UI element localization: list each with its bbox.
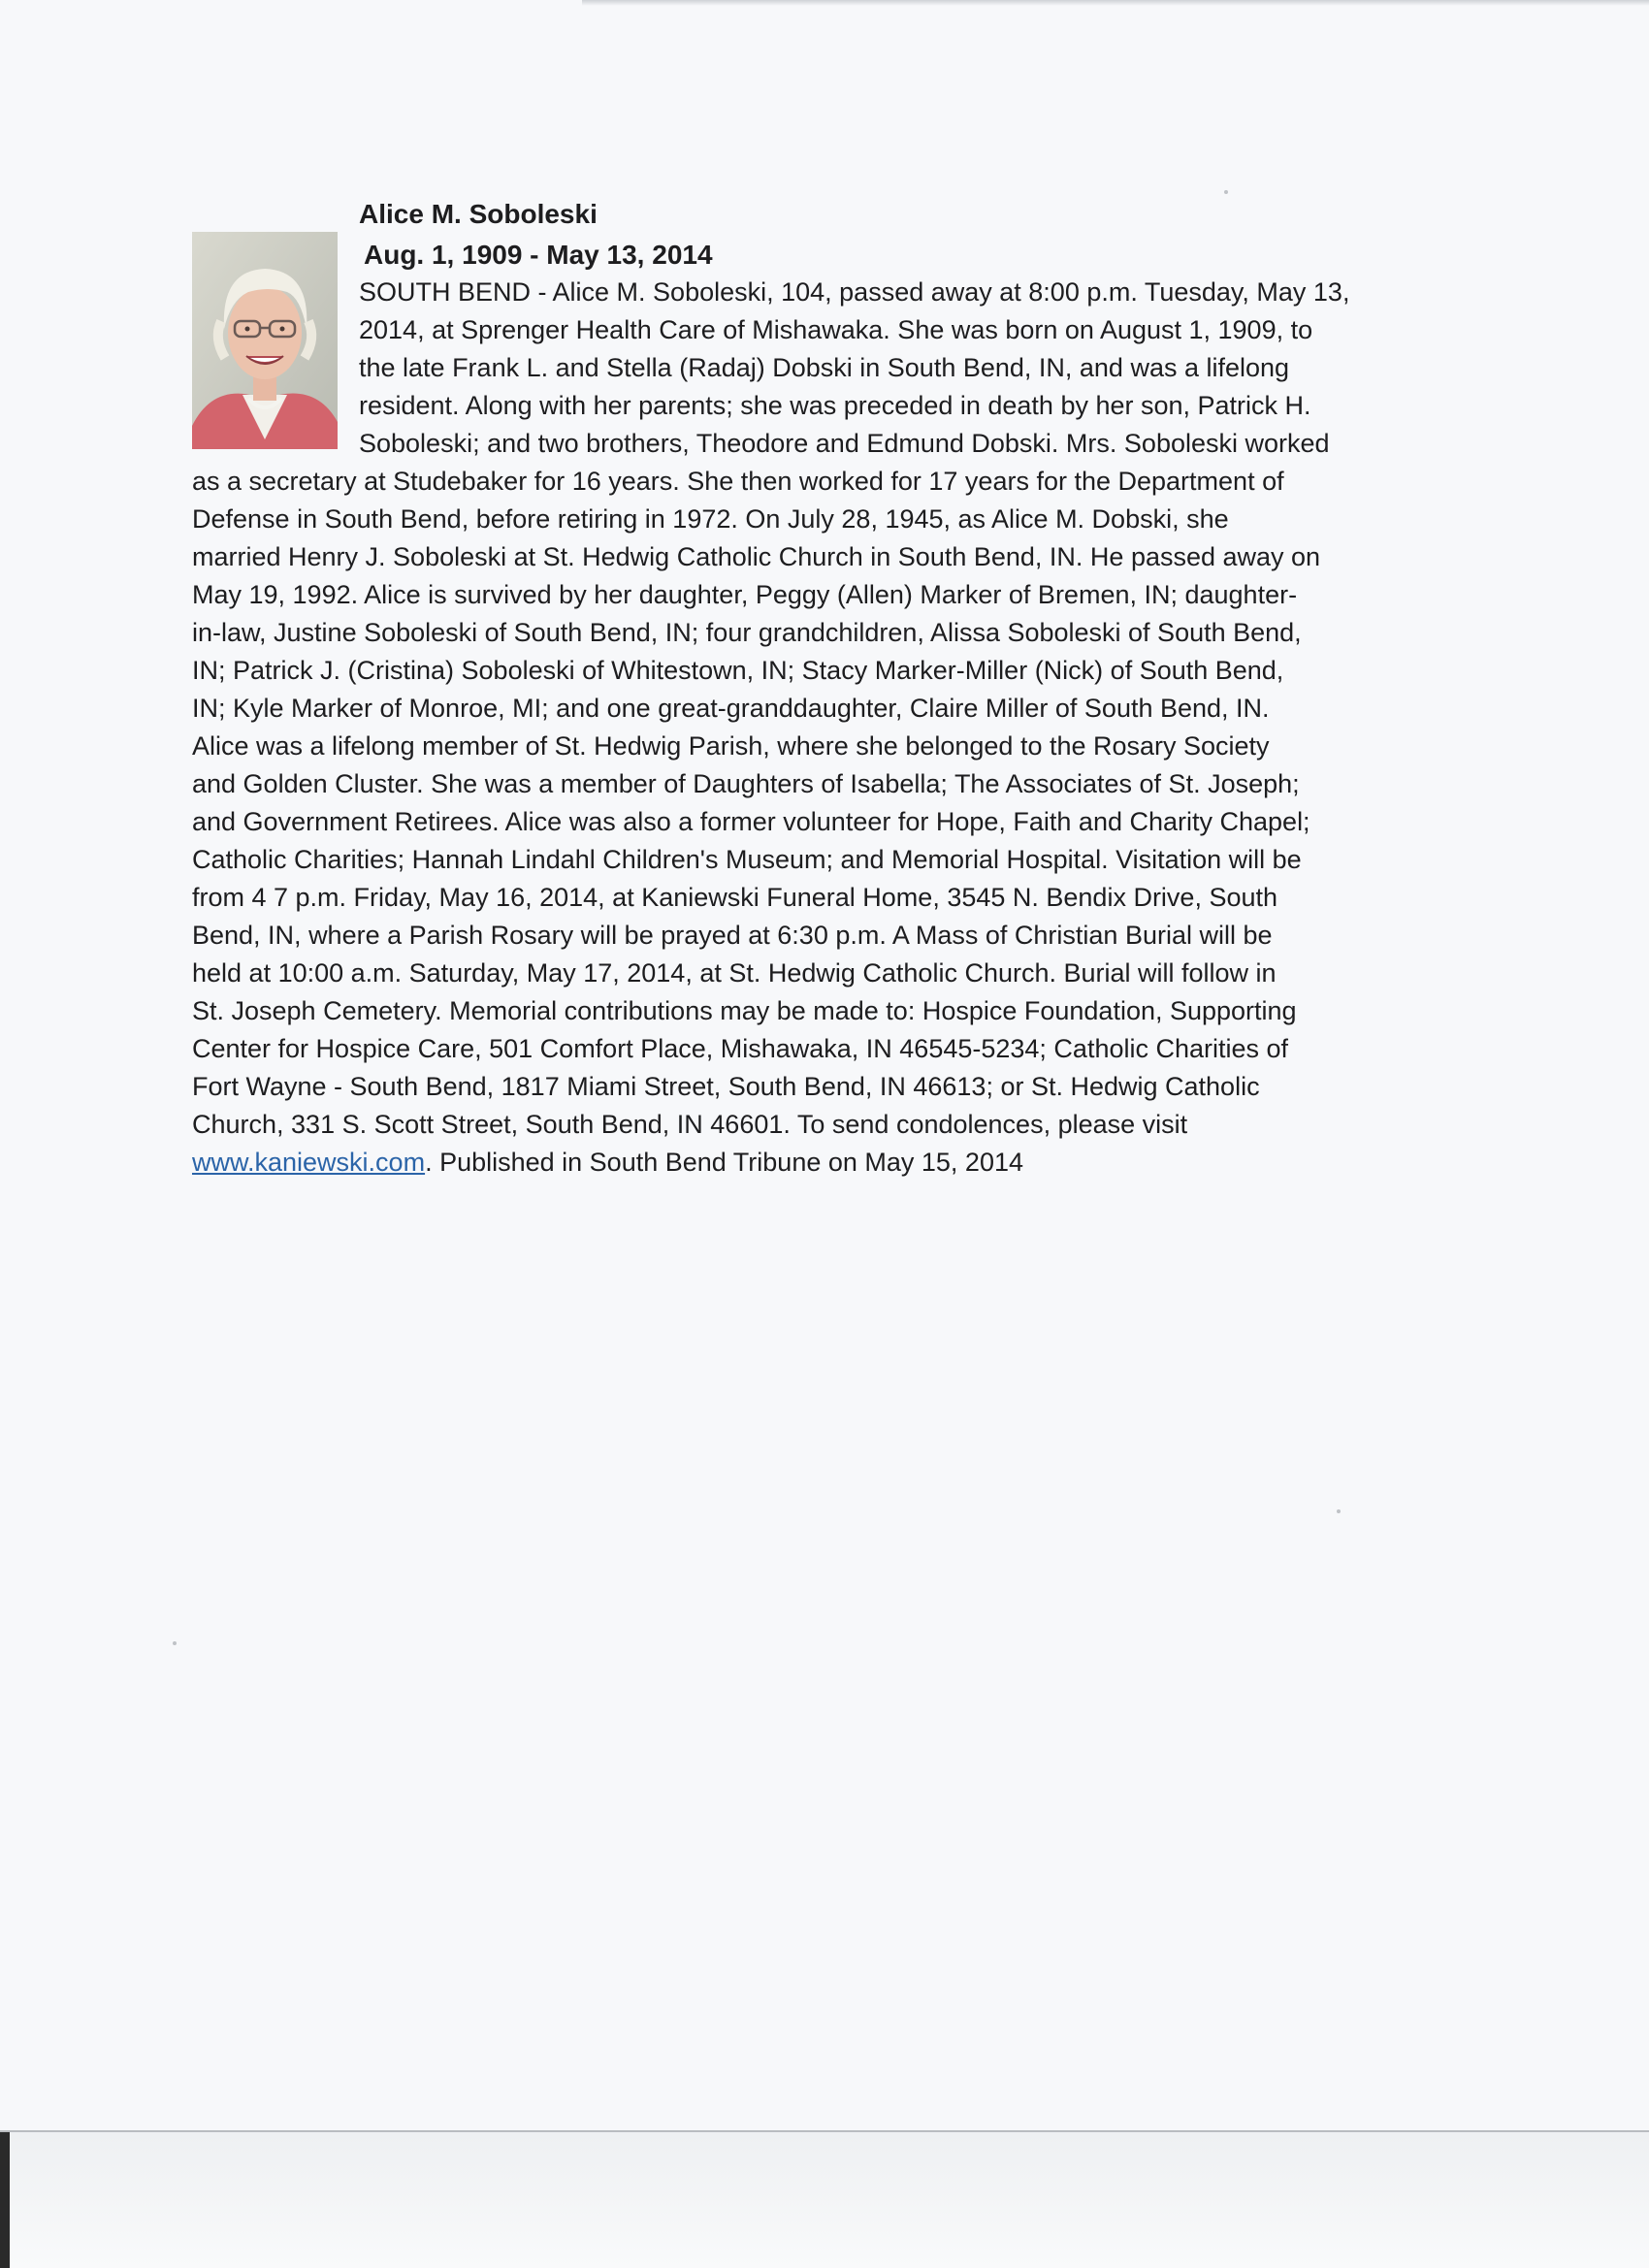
obituary-final-line — [192, 1144, 1023, 1181]
obituary-line: 2014, at Sprenger Health Care of Mishawaka. She was born on August 1, 1909, to — [359, 315, 1313, 344]
scan-top-shadow — [582, 0, 1649, 6]
obituary-line: Center for Hospice Care, 501 Comfort Place, Mishawaka, IN 46545-5234; Catholic Charities of — [192, 1034, 1289, 1063]
scan-speck — [173, 1641, 177, 1645]
scan-left-edge — [0, 2132, 10, 2268]
obituary-line: and Golden Cluster. She was a member of Daughters of Isabella; The Associates of St. Joseph; — [192, 769, 1300, 798]
obituary-line: Alice was a lifelong member of St. Hedwig Parish, where she belonged to the Rosary Society — [192, 731, 1270, 761]
publication-note: . Published in South Bend Tribune on May 15, 2014 — [425, 1148, 1023, 1177]
scan-speck — [1337, 1509, 1341, 1513]
website-link[interactable]: www.kaniewski.com — [192, 1148, 426, 1177]
obituary-line: married Henry J. Soboleski at St. Hedwig Catholic Church in South Bend, IN. He passed away on — [192, 542, 1321, 571]
obituary-line: Bend, IN, where a Parish Rosary will be prayed at 6:30 p.m. A Mass of Christian Burial will be — [192, 921, 1273, 950]
obituary-line: held at 10:00 a.m. Saturday, May 17, 2014, at St. Hedwig Catholic Church. Burial will follow in — [192, 958, 1277, 988]
obituary-line: Soboleski; and two brothers, Theodore and Edmund Dobski. Mrs. Soboleski worked — [359, 429, 1330, 458]
obituary-name: Alice M. Soboleski — [359, 199, 598, 229]
scan-bottom-band — [0, 2132, 1649, 2268]
obituary-line: from 4 7 p.m. Friday, May 16, 2014, at Kaniewski Funeral Home, 3545 N. Bendix Drive, South — [192, 883, 1278, 912]
obituary-line: IN; Patrick J. (Cristina) Soboleski of Whitestown, IN; Stacy Marker-Miller (Nick) of South Bend, — [192, 656, 1284, 685]
obituary-line: as a secretary at Studebaker for 16 years. She then worked for 17 years for the Department of — [192, 467, 1284, 496]
obituary-line: Defense in South Bend, before retiring in 1972. On July 28, 1945, as Alice M. Dobski, she — [192, 504, 1229, 534]
obituary-dates: Aug. 1, 1909 - May 13, 2014 — [364, 240, 713, 270]
obituary-line: May 19, 1992. Alice is survived by her daughter, Peggy (Allen) Marker of Bremen, IN; daughter- — [192, 580, 1298, 609]
obituary-line: and Government Retirees. Alice was also a former volunteer for Hope, Faith and Charity Chapel; — [192, 807, 1310, 836]
obituary-line: St. Joseph Cemetery. Memorial contributions may be made to: Hospice Foundation, Supporting — [192, 996, 1297, 1025]
obituary-line: Church, 331 S. Scott Street, South Bend, IN 46601. To send condolences, please visit — [192, 1110, 1188, 1139]
obituary-line: Fort Wayne - South Bend, 1817 Miami Street, South Bend, IN 46613; or St. Hedwig Catholic — [192, 1072, 1260, 1101]
obituary-line: the late Frank L. and Stella (Radaj) Dobski in South Bend, IN, and was a lifelong — [359, 353, 1290, 382]
obituary-line: Catholic Charities; Hannah Lindahl Children's Museum; and Memorial Hospital. Visitation will be — [192, 845, 1302, 874]
portrait-illustration — [192, 232, 338, 449]
obituary-line: in-law, Justine Soboleski of South Bend, IN; four grandchildren, Alissa Soboleski of South Bend, — [192, 618, 1302, 647]
obituary-line: SOUTH BEND - Alice M. Soboleski, 104, passed away at 8:00 p.m. Tuesday, May 13, — [359, 277, 1350, 307]
obituary-line: resident. Along with her parents; she was preceded in death by her son, Patrick H. — [359, 391, 1311, 420]
portrait-photo — [192, 232, 338, 449]
scan-speck — [1224, 190, 1228, 194]
obituary-line: IN; Kyle Marker of Monroe, MI; and one great-granddaughter, Claire Miller of South Bend, IN. — [192, 694, 1270, 723]
